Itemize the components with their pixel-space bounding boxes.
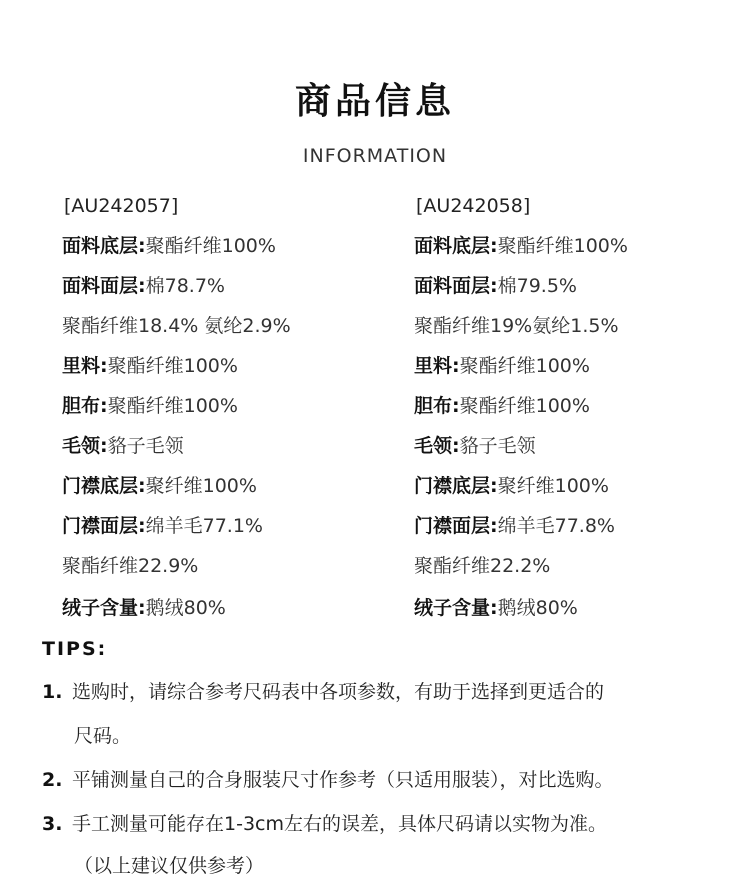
tip-item-3: [42, 811, 607, 837]
tip-item-1-continuation: 尺码。: [74, 725, 132, 747]
spec-key: 门襟面层:: [62, 515, 146, 537]
spec-row-placket-face-cont: [414, 552, 744, 592]
spec-value: 聚酯纤维100%: [107, 355, 238, 377]
spec-key: 毛领:: [62, 435, 108, 457]
spec-value: 聚酯纤维100%: [107, 395, 238, 417]
spec-row-placket-face: [62, 512, 392, 552]
spec-row-fabric-base: [414, 232, 744, 272]
spec-row-fur-collar: [62, 432, 392, 472]
tip-item-2: [42, 767, 614, 793]
spec-row-inner-cloth: [414, 392, 744, 432]
spec-row-fabric-face: [414, 272, 744, 312]
spec-row-placket-face-cont: [62, 552, 392, 592]
spec-row-placket-face: [414, 512, 744, 552]
spec-row-fabric-base: [62, 232, 392, 272]
spec-value: 聚酯纤维100%: [145, 235, 276, 257]
spec-key: 毛领:: [414, 435, 460, 457]
spec-key: 胆布:: [62, 395, 108, 417]
product-spec-left: [62, 192, 392, 634]
spec-value: 聚酯纤维100%: [459, 395, 590, 417]
spec-key: 面料面层:: [62, 275, 146, 297]
tip-text: 手工测量可能存在1-3cm左右的误差，具体尺码请以实物为准。: [72, 813, 607, 835]
spec-value: 聚酯纤维18.4% 氨纶2.9%: [62, 315, 291, 337]
spec-row-fur-collar: [414, 432, 744, 472]
spec-value: 棉78.7%: [145, 275, 225, 297]
spec-key: 面料底层:: [414, 235, 498, 257]
spec-value: 聚纤维100%: [497, 475, 609, 497]
tip-number: 1.: [42, 681, 63, 703]
tip-text: 平铺测量自己的合身服装尺寸作参考（只适用服装），对比选购。: [72, 769, 614, 791]
spec-row-down-content: [62, 594, 392, 634]
spec-value: 聚酯纤维100%: [497, 235, 628, 257]
spec-row-lining: [62, 352, 392, 392]
spec-key: 面料面层:: [414, 275, 498, 297]
page-subtitle: INFORMATION: [302, 145, 448, 167]
spec-row-fabric-face: [62, 272, 392, 312]
spec-key: 门襟底层:: [414, 475, 498, 497]
spec-value: 绵羊毛77.1%: [145, 515, 263, 537]
spec-key: 胆布:: [414, 395, 460, 417]
spec-key: 面料底层:: [62, 235, 146, 257]
spec-value: 聚酯纤维22.2%: [414, 555, 551, 577]
tip-item-1: [42, 679, 604, 705]
spec-row-inner-cloth: [62, 392, 392, 432]
product-code: [AU242057]: [64, 195, 179, 217]
spec-value: 鹅绒80%: [497, 597, 578, 619]
spec-key: 绒子含量:: [414, 597, 498, 619]
tip-number: 2.: [42, 769, 63, 791]
spec-value: 绵羊毛77.8%: [497, 515, 615, 537]
spec-row-lining: [414, 352, 744, 392]
spec-value: 聚酯纤维100%: [459, 355, 590, 377]
spec-row-placket-base: [414, 472, 744, 512]
tip-item-3-continuation: （以上建议仅供参考）: [74, 855, 265, 877]
spec-key: 里料:: [414, 355, 460, 377]
spec-value: 聚纤维100%: [145, 475, 257, 497]
product-code: [AU242058]: [416, 195, 531, 217]
tip-text: 选购时，请综合参考尺码表中各项参数，有助于选择到更适合的: [72, 681, 605, 703]
spec-key: 门襟面层:: [414, 515, 498, 537]
spec-value: 棉79.5%: [497, 275, 577, 297]
spec-row-fabric-face-cont: [414, 312, 744, 352]
spec-value: 貉子毛领: [107, 435, 184, 457]
spec-value: 聚酯纤维22.9%: [62, 555, 199, 577]
spec-row-down-content: [414, 594, 744, 634]
spec-key: 绒子含量:: [62, 597, 146, 619]
spec-value: 鹅绒80%: [145, 597, 226, 619]
spec-row-fabric-face-cont: [62, 312, 392, 352]
page-title: 商品信息: [294, 81, 455, 122]
spec-key: 里料:: [62, 355, 108, 377]
spec-row-placket-base: [62, 472, 392, 512]
spec-value: 貉子毛领: [459, 435, 536, 457]
tip-number: 3.: [42, 813, 63, 835]
spec-value: 聚酯纤维19%氨纶1.5%: [414, 315, 619, 337]
product-spec-right: [414, 192, 744, 634]
tips-heading: TIPS:: [42, 638, 108, 660]
spec-key: 门襟底层:: [62, 475, 146, 497]
